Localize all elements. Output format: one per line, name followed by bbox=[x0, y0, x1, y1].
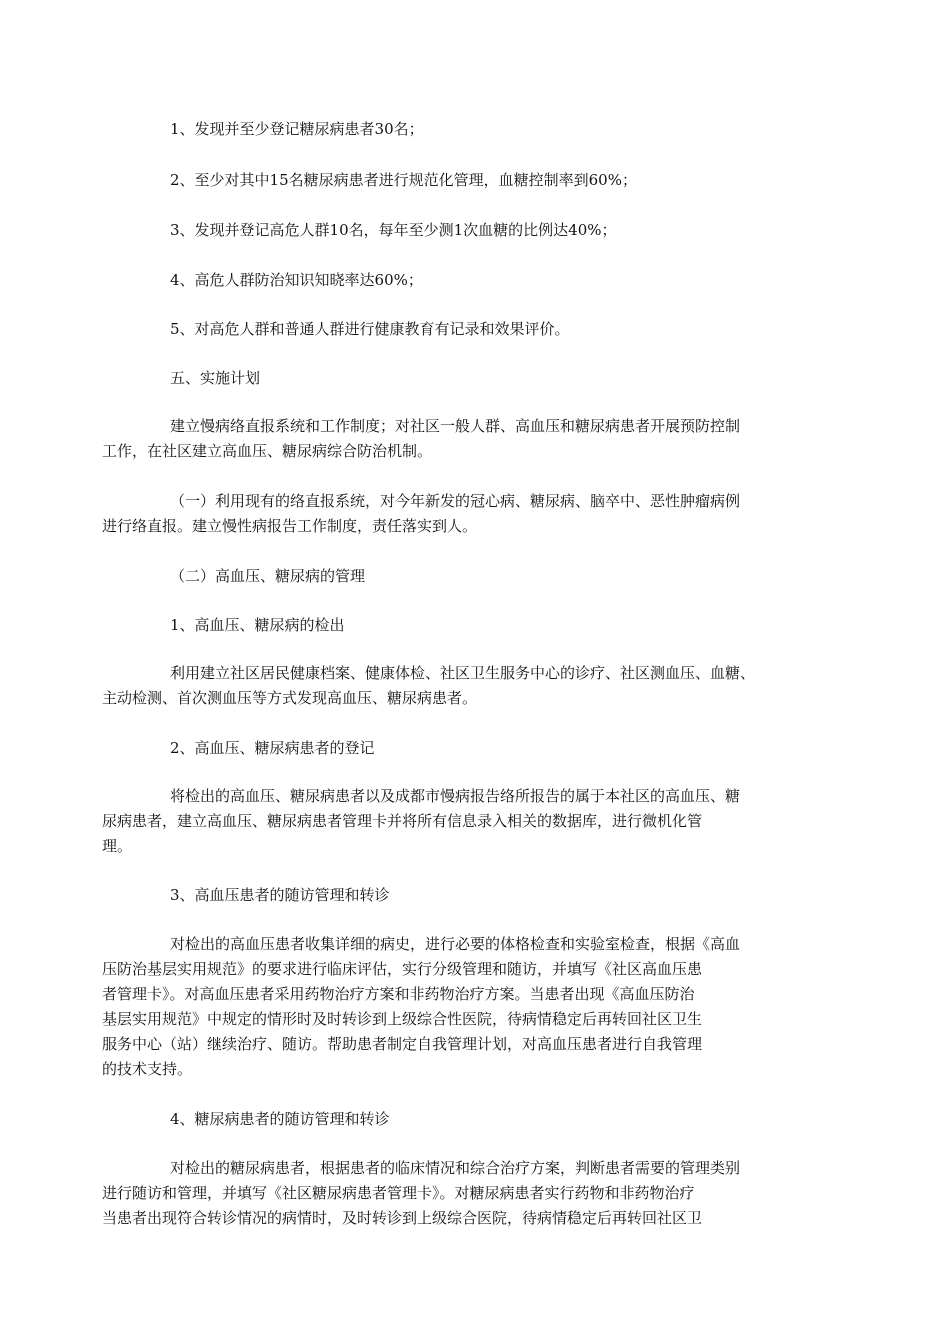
subheading-registration bbox=[136, 736, 826, 761]
subheading-diabetes-followup bbox=[136, 1107, 826, 1132]
text-line: 当患者出现符合转诊情况的病情时，及时转诊到上级综合医院，待病情稳定后再转回社区卫 bbox=[102, 1209, 703, 1227]
target-item-5 bbox=[136, 317, 826, 342]
text-line: 主动检测、首次测血压等方式发现高血压、糖尿病患者。 bbox=[102, 689, 478, 707]
text-line: 基层实用规范》中规定的情形时及时转诊到上级综合性医院，待病情稳定后再转回社区卫生 bbox=[102, 1010, 703, 1028]
paragraph-system-setup bbox=[102, 414, 826, 464]
text-line: 2、至少对其中15名糖尿病患者进行规范化管理，血糖控制率到60%； bbox=[170, 171, 637, 189]
text-line: 压防治基层实用规范》的要求进行临床评估，实行分级管理和随访，并填写《社区高血压患 bbox=[102, 960, 703, 978]
target-item-2 bbox=[136, 168, 826, 193]
paragraph-direct-reporting bbox=[102, 489, 826, 539]
target-item-1 bbox=[136, 117, 826, 142]
text-line: 1、发现并至少登记糖尿病患者30名； bbox=[170, 120, 424, 138]
text-line: 3、发现并登记高危人群10名，每年至少测1次血糖的比例达40%； bbox=[170, 221, 617, 239]
subheading-hypertension-followup bbox=[136, 883, 826, 908]
text-line: 进行随访和管理，并填写《社区糖尿病患者管理卡》。对糖尿病患者实行药物和非药物治疗 bbox=[102, 1184, 695, 1202]
text-line: 尿病患者，建立高血压、糖尿病患者管理卡并将所有信息录入相关的数据库，进行微机化管 bbox=[102, 812, 703, 830]
text-line: 服务中心（站）继续治疗、随访。帮助患者制定自我管理计划，对高血压患者进行自我管理 bbox=[102, 1035, 703, 1053]
section-heading-implementation-plan bbox=[136, 366, 826, 391]
paragraph-registration bbox=[102, 784, 826, 859]
text-line: 进行络直报。建立慢性病报告工作制度，责任落实到人。 bbox=[102, 517, 478, 535]
text-line: 3、高血压患者的随访管理和转诊 bbox=[170, 886, 390, 904]
text-line: 利用建立社区居民健康档案、健康体检、社区卫生服务中心的诊疗、社区测血压、血糖、 bbox=[170, 664, 756, 682]
subheading-management bbox=[136, 564, 826, 589]
paragraph-detection-methods bbox=[102, 661, 826, 711]
text-line: 2、高血压、糖尿病患者的登记 bbox=[170, 739, 375, 757]
section-heading-text: 五、实施计划 bbox=[170, 369, 261, 387]
text-line: 4、糖尿病患者的随访管理和转诊 bbox=[170, 1110, 390, 1128]
paragraph-diabetes-followup bbox=[102, 1156, 826, 1231]
text-line: 对检出的糖尿病患者，根据患者的临床情况和综合治疗方案，判断患者需要的管理类别 bbox=[170, 1159, 741, 1177]
text-line: 建立慢病络直报系统和工作制度；对社区一般人群、高血压和糖尿病患者开展预防控制 bbox=[170, 417, 741, 435]
text-line: 对检出的高血压患者收集详细的病史，进行必要的体格检查和实验室检查，根据《高血 bbox=[170, 935, 741, 953]
target-item-3 bbox=[136, 218, 826, 243]
paragraph-hypertension-followup bbox=[102, 932, 826, 1082]
subheading-detection bbox=[136, 613, 826, 638]
text-line: （一）利用现有的络直报系统，对今年新发的冠心病、糖尿病、脑卒中、恶性肿瘤病例 bbox=[170, 492, 741, 510]
text-line: 4、高危人群防治知识知晓率达60%； bbox=[170, 271, 423, 289]
text-line: （二）高血压、糖尿病的管理 bbox=[170, 567, 366, 585]
text-line: 5、对高危人群和普通人群进行健康教育有记录和效果评价。 bbox=[170, 320, 570, 338]
text-line: 将检出的高血压、糖尿病患者以及成都市慢病报告络所报告的属于本社区的高血压、糖 bbox=[170, 787, 741, 805]
text-line: 的技术支持。 bbox=[102, 1060, 193, 1078]
text-line: 工作，在社区建立高血压、糖尿病综合防治机制。 bbox=[102, 442, 433, 460]
text-line: 理。 bbox=[102, 837, 133, 855]
text-line: 1、高血压、糖尿病的检出 bbox=[170, 616, 345, 634]
target-item-4 bbox=[136, 268, 826, 293]
text-line: 者管理卡》。对高血压患者采用药物治疗方案和非药物治疗方案。当患者出现《高血压防治 bbox=[102, 985, 695, 1003]
